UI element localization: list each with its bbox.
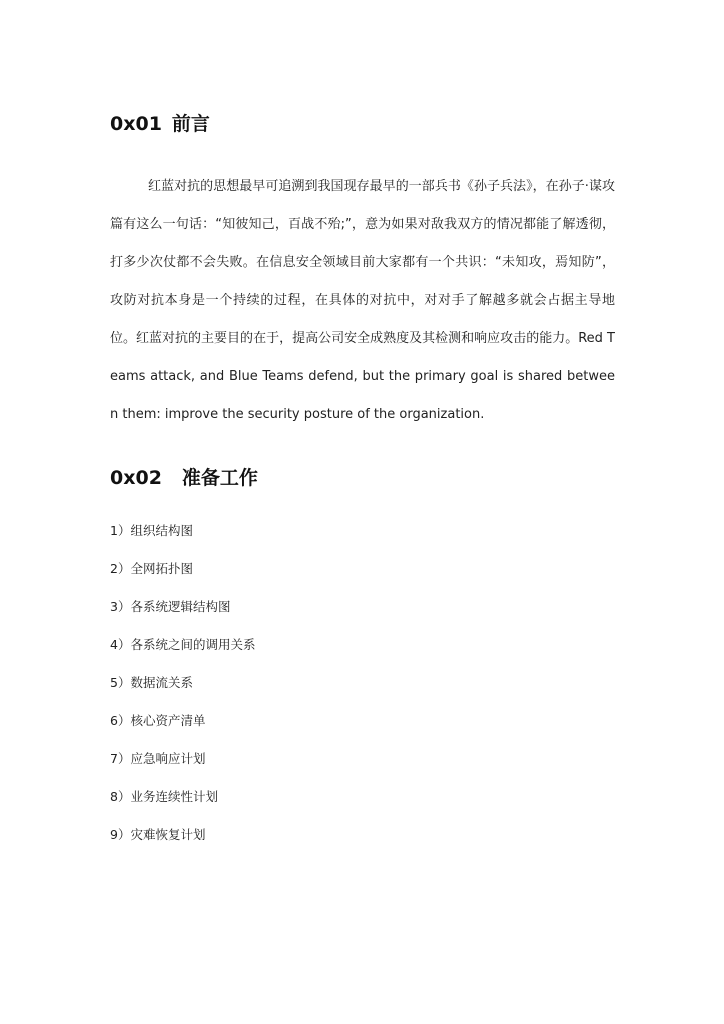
list-item: 5）数据流关系 — [110, 675, 193, 690]
list-item: 4）各系统之间的调用关系 — [110, 637, 256, 652]
preparation-list — [110, 517, 255, 859]
preface-paragraph: 红蓝对抗的思想最早可追溯到我国现存最早的一部兵书《孙子兵法》，在孙子·谋攻篇有这么一句话：“知彼知己，百战不殆;”，意为如果对敌我双方的情况都能了解透彻，打多少次仗都不会失败。在信息安全领域目前大家都有一个共识：“未知攻，焉知防”，攻防对抗本身是一个持续的过程，在具体的对抗中，对对手了解越多就会占据主导地位。红蓝对抗的主要目的在于，提高公司安全成熟度及其检测和响应攻击的能力。Red Teams attack, and Blue Teams defend, but the primary goal is shared between them: improve the security posture of the organization. — [110, 179, 615, 422]
list-item: 7）应急响应计划 — [110, 751, 206, 766]
list-item: 3）各系统逻辑结构图 — [110, 599, 231, 614]
section-heading-preparation — [110, 466, 258, 490]
section-title: 前言 — [171, 113, 210, 135]
list-item: 2）全网拓扑图 — [110, 561, 193, 576]
list-item: 1）组织结构图 — [110, 523, 193, 538]
section-number: 0x02 — [110, 467, 162, 489]
list-item: 6）核心资产清单 — [110, 713, 206, 728]
section-heading-preface — [110, 112, 210, 136]
list-item: 9）灾难恢复计划 — [110, 827, 206, 842]
section-number: 0x01 — [110, 113, 162, 135]
list-item: 8）业务连续性计划 — [110, 789, 218, 804]
section-title: 准备工作 — [181, 467, 258, 489]
